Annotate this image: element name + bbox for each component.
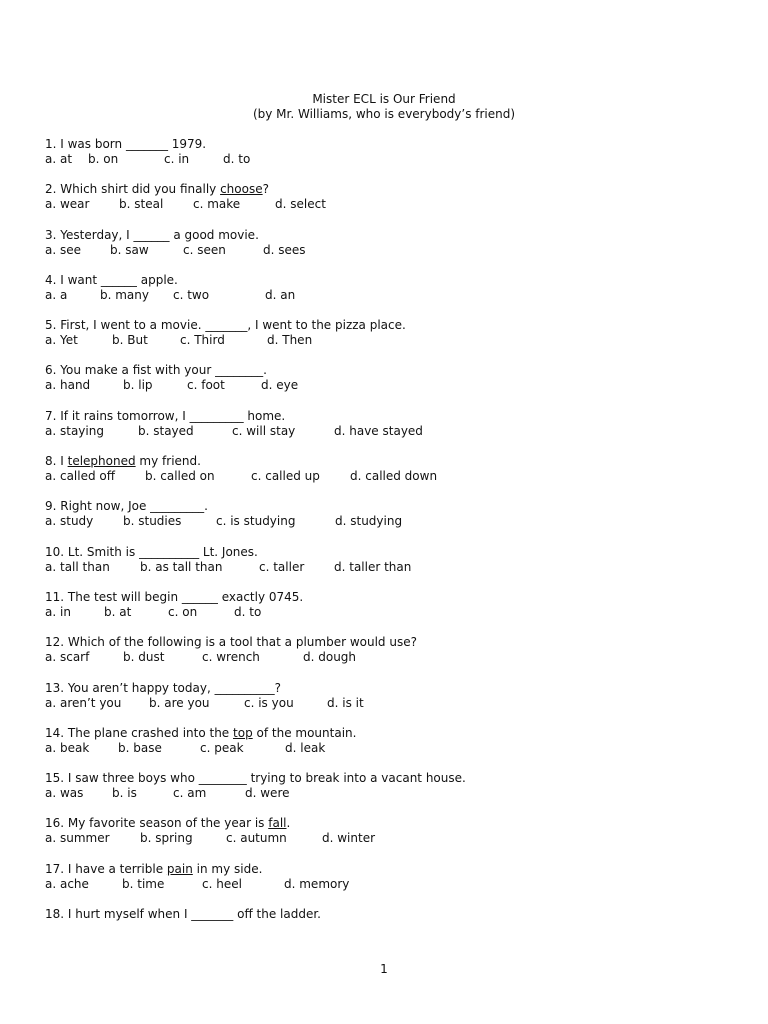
question-item [45,182,725,227]
stem-text: 14. The plane crashed into the [45,725,234,740]
question-stem [45,137,725,152]
answer-option: b. as tall than [140,559,223,574]
answer-option: d. winter [322,831,376,846]
stem-text: 1. I was born _______ 1979. [45,137,207,151]
answer-option: d. memory [284,876,350,891]
answer-option: d. is it [327,695,364,710]
answer-options [45,288,725,303]
stem-text: 7. If it rains tomorrow, I _________ home. [45,408,286,423]
answer-option: d. Then [267,333,313,348]
answer-option: c. heel [202,876,242,891]
question-item [45,862,725,907]
question-item [45,454,725,499]
answer-option: c. is you [244,695,294,710]
question-stem [45,862,725,877]
answer-option: d. sees [263,242,306,257]
answer-option: c. wrench [202,650,260,665]
answer-option: c. autumn [226,831,287,846]
answer-option: d. have stayed [334,423,423,438]
answer-option: a. see [45,242,81,257]
answer-option: d. an [265,287,296,302]
question-stem [45,590,725,605]
answer-option: a. tall than [45,559,110,574]
question-item [45,907,725,952]
answer-option: b. at [104,604,132,619]
stem-text: 12. Which of the following is a tool that a plumber would use? [45,635,417,650]
subtitle-line: (by Mr. Williams, who is everybody’s friend) [252,107,516,121]
answer-option: a. at [45,152,73,166]
underlined-word: fall [268,816,287,831]
answer-option: b. steal [119,197,164,212]
stem-text: my friend. [135,454,201,469]
answer-options [45,877,725,892]
stem-text: 2. Which shirt did you finally [45,182,221,197]
stem-text: 17. I have a terrible [45,861,167,876]
underlined-word: telephoned [67,454,136,469]
stem-text: 16. My favorite season of the year is [45,816,269,831]
answer-option: a. called off [45,469,116,484]
answer-option: d. taller than [334,559,412,574]
question-item [45,545,725,590]
answer-option: b. spring [140,831,193,846]
answer-option: c. seen [183,242,226,257]
answer-option: d. to [223,152,251,166]
answer-option: b. on [88,152,119,166]
answer-option: a. scarf [45,650,90,665]
answer-option: d. eye [261,378,299,393]
stem-text: ? [262,182,269,197]
stem-text: 13. You aren’t happy today, __________? [45,680,281,695]
title-line: Mister ECL is Our Friend [312,92,456,106]
answer-option: c. in [164,152,190,166]
stem-text: of the mountain. [252,725,357,740]
question-stem [45,499,725,514]
answer-option: c. will stay [232,423,296,438]
answer-options [45,424,725,439]
page-number: 1 [380,962,388,976]
underlined-word: choose [220,182,263,197]
stem-text: 3. Yesterday, I ______ a good movie. [45,227,259,242]
answer-option: b. But [112,333,148,348]
answer-option: d. called down [350,469,438,484]
question-stem [45,907,725,922]
answer-option: c. am [173,786,207,801]
question-stem [45,409,725,424]
question-item [45,590,725,635]
answer-options [45,152,725,167]
answer-option: d. were [245,786,290,801]
answer-option: a. summer [45,831,110,846]
question-stem [45,273,725,288]
document-title [0,92,768,122]
answer-option: d. studying [335,514,403,529]
question-stem [45,726,725,741]
answer-options [45,741,725,756]
question-item [45,771,725,816]
answer-option: a. a [45,287,68,302]
answer-options [45,378,725,393]
question-stem [45,771,725,786]
answer-option: c. make [193,197,241,212]
answer-option: c. called up [251,469,320,484]
answer-option: a. beak [45,740,90,755]
answer-option: b. many [100,287,149,302]
answer-options [45,786,725,801]
answer-options [45,605,725,620]
answer-option: a. Yet [45,333,78,348]
stem-text: in my side. [192,861,263,876]
answer-option: b. is [112,786,137,801]
answer-options [45,243,725,258]
answer-options [45,696,725,711]
answer-option: c. two [173,287,210,302]
answer-option: a. in [45,604,71,619]
question-item [45,363,725,408]
question-item [45,726,725,771]
answer-option: c. foot [187,378,225,393]
stem-text: 4. I want ______ apple. [45,272,178,287]
answer-option: b. are you [149,695,210,710]
answer-option: b. dust [123,650,165,665]
answer-options [45,333,725,348]
question-stem [45,635,725,650]
stem-text: 11. The test will begin ______ exactly 0745. [45,589,304,604]
stem-text: 6. You make a fist with your ________. [45,363,267,378]
answer-option: c. is studying [216,514,296,529]
answer-option: c. on [168,604,198,619]
answer-option: b. lip [123,378,153,393]
underlined-word: pain [166,861,193,876]
stem-text: . [286,816,291,831]
answer-option: b. called on [145,469,215,484]
answer-option: a. hand [45,378,91,393]
answer-options [45,469,725,484]
stem-text: 10. Lt. Smith is __________ Lt. Jones. [45,544,258,559]
answer-option: a. was [45,786,84,801]
answer-options [45,560,725,575]
answer-option: b. studies [123,514,182,529]
question-stem [45,545,725,560]
stem-text: 18. I hurt myself when I _______ off the ladder. [45,907,321,922]
answer-options [45,514,725,529]
underlined-word: top [233,725,253,740]
question-stem [45,363,725,378]
stem-text: 5. First, I went to a movie. _______, I went to the pizza place. [45,318,406,333]
question-item [45,228,725,273]
answer-option: b. stayed [138,423,194,438]
stem-text: 15. I saw three boys who ________ trying to break into a vacant house. [45,771,466,786]
stem-text: 8. I [45,454,68,469]
answer-option: a. staying [45,423,104,438]
answer-option: b. saw [110,242,149,257]
question-stem [45,318,725,333]
question-stem [45,816,725,831]
answer-option: a. ache [45,876,89,891]
question-item [45,681,725,726]
question-item [45,816,725,861]
question-stem [45,454,725,469]
answer-option: d. select [275,197,326,212]
answer-option: d. dough [303,650,357,665]
answer-option: a. wear [45,197,90,212]
question-item [45,499,725,544]
answer-option: c. taller [259,559,305,574]
answer-option: a. study [45,514,94,529]
answer-options [45,831,725,846]
question-item [45,409,725,454]
question-stem [45,681,725,696]
answer-option: b. time [122,876,165,891]
answer-option: d. leak [285,740,326,755]
question-item [45,318,725,363]
answer-options [45,650,725,665]
question-stem [45,228,725,243]
answer-option: c. Third [180,333,225,348]
question-item [45,273,725,318]
question-item [45,635,725,680]
question-list [45,137,725,952]
question-stem [45,182,725,197]
answer-options [45,197,725,212]
answer-option: d. to [234,604,262,619]
answer-option: a. aren’t you [45,695,122,710]
answer-option: c. peak [200,740,244,755]
stem-text: 9. Right now, Joe _________. [45,499,208,514]
question-item [45,137,725,182]
answer-option: b. base [118,740,162,755]
